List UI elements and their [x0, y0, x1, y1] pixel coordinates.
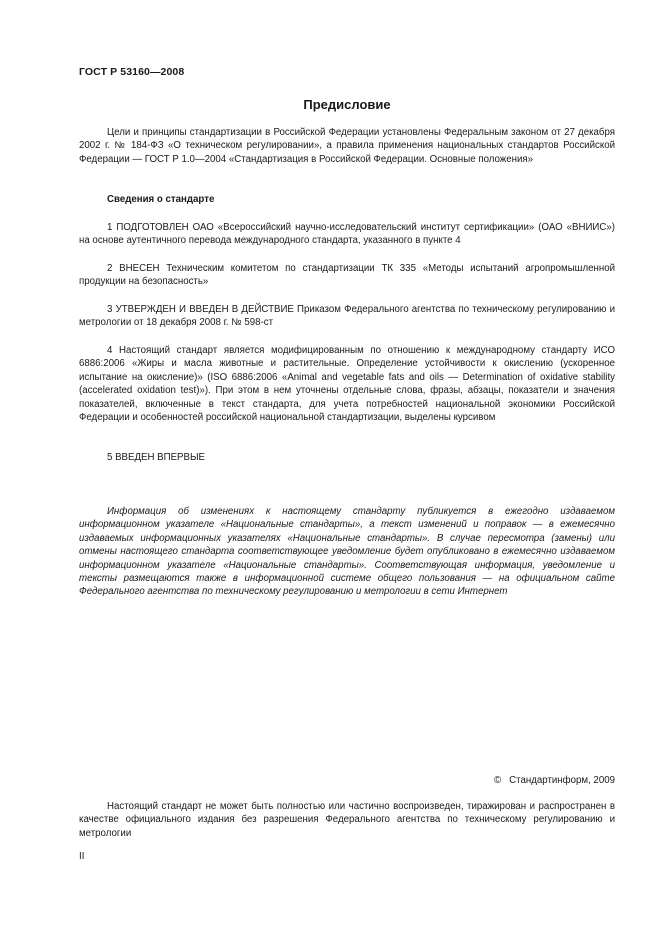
copyright-symbol: © [494, 775, 502, 786]
info-item-2: 2 ВНЕСЕН Техническим комитетом по стандартизации ТК 335 «Методы испытаний агропромышленной продукции на безопасность» [79, 263, 615, 288]
info-item-4: 4 Настоящий стандарт является модифицированным по отношению к международному стандарту ИСО 6886:2006 «Жиры и масла животные и растительные. Определение устойчивости к окислению (ускоренное испытание на окисление)» (ISO 6886:2006 «Animal and vegetable fats and oils — Determination of oxidative stability (accelerated oxidation test)»). При этом в нем уточнены отдельные слова, фразы, абзацы, показатели и значения показателей, включенные в текст стандарта, для учета потребностей национальной экономики Российской Федерации и особенностей российской национальной стандартизации, выделены курсивом [79, 345, 615, 424]
preface-title: Предисловие [303, 97, 391, 112]
info-item-3: 3 УТВЕРЖДЕН И ВВЕДЕН В ДЕЙСТВИЕ Приказом Федерального агентства по техническому регулированию и метрологии от 18 декабря 2008 г. № 598-ст [79, 304, 615, 329]
change-notice: Информация об изменениях к настоящему стандарту публикуется в ежегодно издаваемом информационном указателе «Национальные стандарты», а текст изменений и поправок — в ежемесячно издаваемых информационных указателях «Национальные стандарты». В случае пересмотра (замены) или отмены настоящего стандарта соответствующее уведомление будет опубликовано в ежемесячно издаваемом информационном указателе «Национальные стандарты». Соответствующая информация, уведомление и тексты размещаются также в информационной системе общего пользования — на официальном сайте Федерального агентства по техническому регулированию и метрологии в сети Интернет [79, 506, 615, 598]
standard-code: ГОСТ Р 53160—2008 [79, 66, 185, 78]
info-item-5: 5 ВВЕДЕН ВПЕРВЫЕ [107, 452, 206, 463]
info-title: Сведения о стандарте [107, 194, 215, 205]
rights-notice: Настоящий стандарт не может быть полностью или частично воспроизведен, тиражирован и распространен в качестве официального издания без разрешения Федерального агентства по техническому регулированию и метрологии [79, 801, 615, 839]
copyright-text: Стандартинформ, 2009 [509, 775, 615, 786]
page-number: II [79, 851, 85, 862]
preface-intro: Цели и принципы стандартизации в Российской Федерации установлены Федеральным законом от 27 декабря 2002 г. № 184-ФЗ «О техническом регулировании», а правила применения национальных стандартов Российской Федерации — ГОСТ Р 1.0—2004 «Стандартизация в Российской Федерации. Основные положения» [79, 127, 615, 165]
copyright [494, 775, 615, 786]
info-item-1: 1 ПОДГОТОВЛЕН ОАО «Всероссийский научно-исследовательский институт сертификации» (ОАО «ВНИИС») на основе аутентичного перевода международного стандарта, указанного в пункте 4 [79, 222, 615, 247]
